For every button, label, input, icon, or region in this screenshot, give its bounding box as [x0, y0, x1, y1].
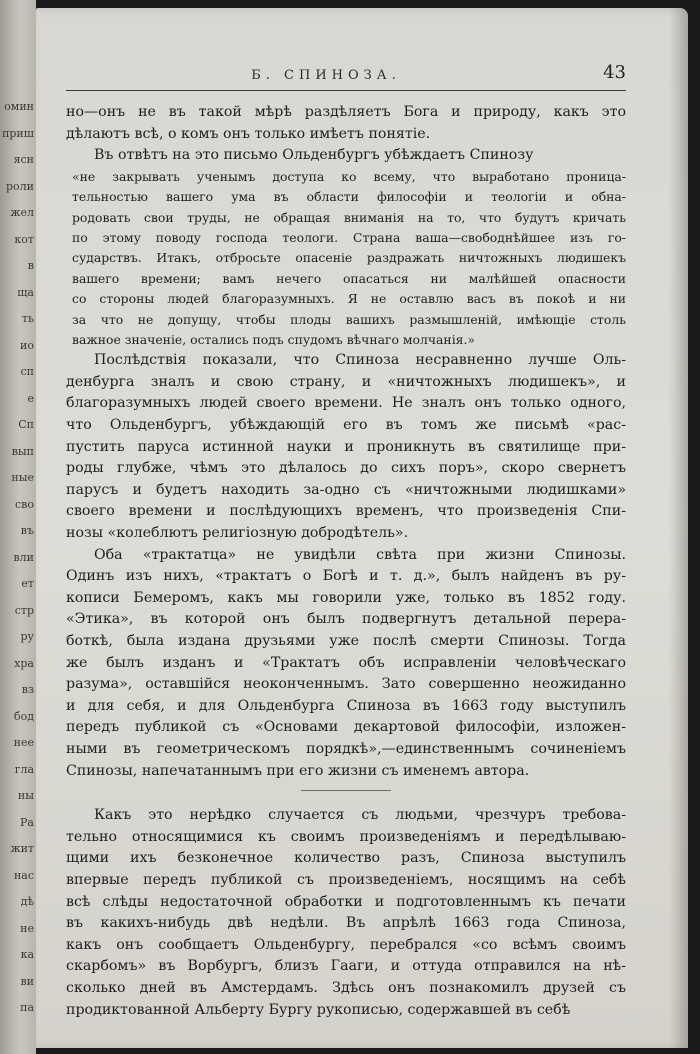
- facing-page-fragment: ио: [20, 338, 34, 352]
- text-line: парусъ и будетъ находить за-одно съ «ничтожными людишками»: [66, 481, 626, 498]
- facing-page-fragment: жит: [10, 842, 34, 855]
- text-line: «не закрывать ученымъ доступа ко всему, что выработано проница-: [72, 168, 626, 184]
- text-line: Какъ это нерѣдко случается съ людьми, чрезчуръ требова-: [94, 807, 626, 824]
- text-line: нозы «колеблютъ религіозную добродѣтель».: [66, 525, 409, 542]
- facing-page-fragment: нее: [13, 736, 34, 749]
- section-separator: [301, 790, 391, 791]
- facing-page-fragment: приш: [2, 126, 34, 140]
- text-line: за что не допущу, чтобы плоды вашихъ размышленій, имѣющіе столь: [72, 311, 626, 327]
- text-line: что Ольденбургъ, убѣждающій его въ томъ же письмѣ «рас-: [66, 417, 626, 434]
- text-line: сударствъ. Итакъ, отбросьте опасеніе раздражать ничтожныхъ людишекъ: [72, 250, 626, 266]
- facing-page-edge: [0, 0, 36, 1054]
- facing-page-fragment: е: [27, 391, 34, 405]
- facing-page-fragment: бод: [13, 709, 34, 723]
- page-number: 43: [603, 62, 626, 83]
- page-edge-shadow: [668, 8, 688, 1048]
- text-line: скарбомъ» въ Ворбургъ, близъ Гааги, и оттуда отправился на нѣ-: [66, 958, 626, 975]
- facing-page-fragment: дѣ: [20, 895, 34, 908]
- facing-page-fragment: в: [27, 259, 34, 272]
- text-line: «Этика», въ которой онъ былъ подвергнутъ детальной перера-: [66, 611, 626, 628]
- text-line: ными въ геометрическомъ порядкѣ»,—единственнымъ сочиненіемъ: [66, 740, 626, 757]
- text-line: въ какихъ-нибудь двѣ недѣли. Въ апрѣлѣ 1663 года Спиноза,: [66, 915, 626, 932]
- facing-page-fragment: омин: [4, 100, 34, 113]
- text-line: разума», оставшійся неоконченнымъ. Зато совершенно неожиданно: [66, 676, 626, 693]
- running-head: [66, 62, 626, 91]
- paragraph-2: [66, 145, 626, 167]
- text-line: передъ публикой съ «Основами декартовой философіи, изложен-: [66, 719, 626, 736]
- facing-page-fragment: жел: [10, 206, 34, 219]
- text-line: Оба «трактатца» не увидѣли свѣта при жизни Спинозы.: [94, 546, 626, 563]
- quotation-block: [66, 167, 626, 351]
- facing-page-fragment: па: [20, 1001, 34, 1014]
- facing-page-fragment: ные: [11, 471, 34, 484]
- book-page: [36, 8, 688, 1048]
- facing-page-fragment: ясн: [13, 153, 34, 166]
- facing-page-fragment: Ра: [20, 815, 34, 829]
- facing-page-fragment: ны: [17, 789, 34, 802]
- text-line: же былъ изданъ и «Трактатъ объ исправленіи человѣческаго: [66, 654, 626, 671]
- text-line: роды глубже, чѣмъ это дѣлалось до сихъ поръ», скоро свернетъ: [66, 460, 626, 477]
- facing-page-fragment: ка: [20, 948, 34, 961]
- text-line: тельно относящимися къ своимъ произведеніямъ и передѣлываю-: [66, 828, 626, 845]
- text-line: Одинъ изъ нихъ, «трактатъ о Богѣ и т. д.», былъ найденъ въ ру-: [66, 568, 626, 585]
- text-line: со стороны людей благоразумныхъ. Я не оставлю васъ въ покоѣ и ни: [72, 291, 626, 307]
- text-line: кописи Бемеромъ, какъ мы говорили уже, только въ 1852 году.: [66, 589, 626, 606]
- facing-page-fragment: ть: [21, 312, 34, 325]
- facing-page-fragment: стр: [14, 603, 34, 617]
- text-line: денбурга зналъ и свою страну, и «ничтожныхъ людишекъ», и: [66, 373, 626, 390]
- facing-page-fragment: гла: [14, 762, 34, 776]
- text-line: впервые передъ публикой съ произведеніемъ, носящимъ на себѣ: [66, 871, 626, 888]
- text-line: важное значеніе, остались подъ спудомъ вѣчнаго молчанія.»: [72, 331, 475, 347]
- text-line: Въ отвѣтъ на это письмо Ольденбургъ убѣждаетъ Спинозу: [94, 147, 534, 164]
- facing-page-fragment: кот: [14, 232, 34, 246]
- facing-page-fragment: въ: [20, 524, 34, 537]
- paragraph-4: [66, 545, 626, 783]
- paragraph-5: [66, 805, 626, 1021]
- facing-page-fragment: сво: [15, 497, 34, 511]
- text-line: но—онъ не въ такой мѣрѣ раздѣляетъ Бога и природу, какъ это: [66, 104, 626, 120]
- text-line: продиктованной Альберту Бургу рукописью, содержавшей въ себѣ: [66, 1001, 571, 1018]
- text-line: вашего времени; вамъ нечего опасаться ни малѣйшей опасности: [72, 270, 626, 286]
- text-line: своего времени и послѣдующихъ временъ, что произведенія Спи-: [66, 503, 626, 520]
- facing-page-fragment: ру: [20, 630, 34, 643]
- facing-page-fragment: вз: [21, 683, 34, 696]
- facing-page-fragment: Сп: [18, 418, 34, 431]
- paragraph-3: [66, 350, 626, 544]
- facing-page-fragment: ет: [21, 577, 34, 590]
- text-line: дѣлаютъ всѣ, о комъ онъ только имѣетъ понятіе.: [66, 125, 431, 142]
- paragraph-1: [66, 102, 626, 145]
- facing-page-fragment: вып: [11, 444, 34, 458]
- facing-page-fragment: ща: [17, 285, 34, 299]
- text-line: Спинозы, напечатаннымъ при его жизни съ именемъ автора.: [66, 762, 530, 779]
- running-title: Б. СПИНОЗА.: [251, 68, 401, 83]
- text-line: по этому поводу господа теологи. Страна ваша—свободнѣйшее изъ го-: [72, 229, 626, 245]
- text-line: и для себя, и для Ольденбурга Спиноза въ 1663 году выступилъ: [66, 697, 626, 714]
- text-line: сколько дней въ Амстердамъ. Здѣсь онъ познакомилъ друзей съ: [66, 979, 626, 996]
- facing-page-fragment: хра: [14, 656, 34, 670]
- text-line: щими ихъ безконечное количество разъ, Спиноза выступилъ: [66, 850, 626, 867]
- facing-page-fragment: сп: [20, 365, 34, 378]
- text-line: Послѣдствія показали, что Спиноза несравненно лучше Оль-: [94, 352, 626, 369]
- facing-page-fragment: роли: [6, 179, 34, 193]
- text-line: боткѣ, была издана друзьями уже послѣ смерти Спинозы. Тогда: [66, 633, 626, 650]
- facing-page-fragment: ви: [20, 974, 34, 988]
- text-line: всѣ слѣды недостаточной обработки и подготовленнымъ къ печати: [66, 893, 626, 910]
- text-line: родовать свои труды, не обращая вниманія на то, что будутъ кричать: [72, 209, 626, 225]
- facing-page-fragment: нас: [13, 868, 34, 882]
- text-line: пустить паруса истинной науки и проникнуть въ святилище при-: [66, 438, 626, 455]
- text-line: благоразумныхъ людей своего времени. Не зналъ онъ только одного,: [66, 395, 626, 412]
- text-line: тельностью вашего ума въ области философіи и теологіи и обна-: [72, 189, 626, 205]
- facing-page-fragment: вли: [13, 550, 34, 564]
- body-text: [66, 102, 626, 1021]
- facing-page-fragment: не: [20, 921, 34, 935]
- text-line: какъ онъ сообщаетъ Ольденбургу, перебрался «со всѣмъ своимъ: [66, 936, 626, 953]
